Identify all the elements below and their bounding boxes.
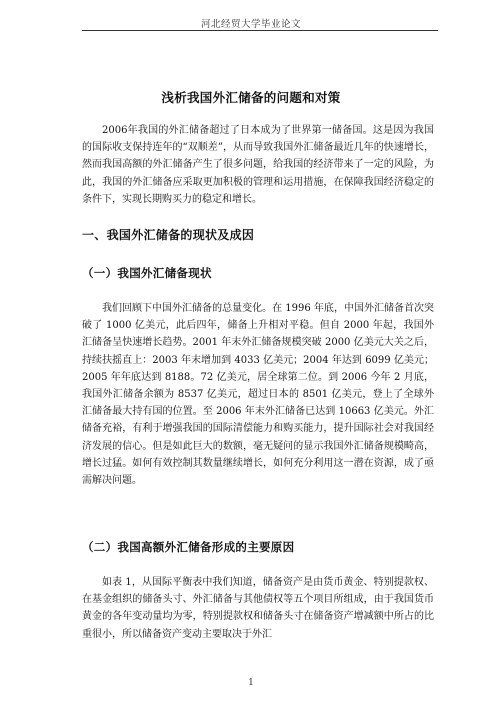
page-number: 1 — [248, 678, 254, 688]
document-title: 浅析我国外汇储备的问题和对策 — [161, 90, 341, 105]
intro-paragraph: 2006年我国的外汇储备超过了日本成为了世界第一储备国。这是因为我国的国际收支保持连年的“双顺差”，从而导致我国外汇储备最近几年的快速增长，然而我国高额的外汇储备产生了很多问题，给我国的经济带来了一定的风险，为此，我国的外汇储备应采取更加积极的管理和运用措施，在保障我国经济稳定的条件下，实现长期购买力的稳定和增长。 — [82, 125, 434, 205]
causes-paragraph: 如表 1，从国际平衡表中我们知道，储备资产是由货币黄金、特别提款权、在基金组织的储备头寸、外汇储备与其他债权等五个项目所组成，由于我国货币黄金的各年变动量均为零，特别提款权和储备头寸在储备资产增减额中所占的比重很小，所以储备资产变动主要取决于外汇 — [82, 577, 434, 640]
subsection-heading-2: （二）我国高额外汇储备形成的主要原因 — [82, 540, 295, 554]
header-divider — [82, 30, 438, 31]
status-paragraph: 我们回顾下中国外汇储备的总量变化。在 1996 年底，中国外汇储备首次突破了 1000 亿美元，此后四年，储备上升相对平稳。但自 2000 年起，我国外汇储备呈快速增长趋势。2001 年末外汇储备规模突破 2000 亿美元大关之后，持续扶摇直上：2003 年末增加到 4033 亿美元；2004 年达到 6099 亿美元；2005 年年底达到 8188。72 亿美元，居全球第二位。到 2006 今年 2 月底，我国外汇储备余额为 8537 亿美元，超过日本的 8501 亿美元，登上了全球外汇储备最大持有国的位置。至 2006 年末外汇储备已达到 10663 亿美元。外汇储备充裕，有利于增强我国的国际清偿能力和购买能力，提升国际社会对我国经济发展的信心。但是如此巨大的数额，毫无疑问的显示我国外汇储备规模畸高，增长过猛。如何有效控制其数量继续增长，如何充分利用这一潜在资源，成了亟需解决问题。 — [82, 303, 434, 487]
page-header: 河北经贸大学毕业论文 — [200, 19, 301, 30]
subsection-heading-1: （一）我国外汇储备现状 — [82, 266, 212, 280]
section-heading-1: 一、我国外汇储备的现状及成因 — [82, 228, 255, 242]
